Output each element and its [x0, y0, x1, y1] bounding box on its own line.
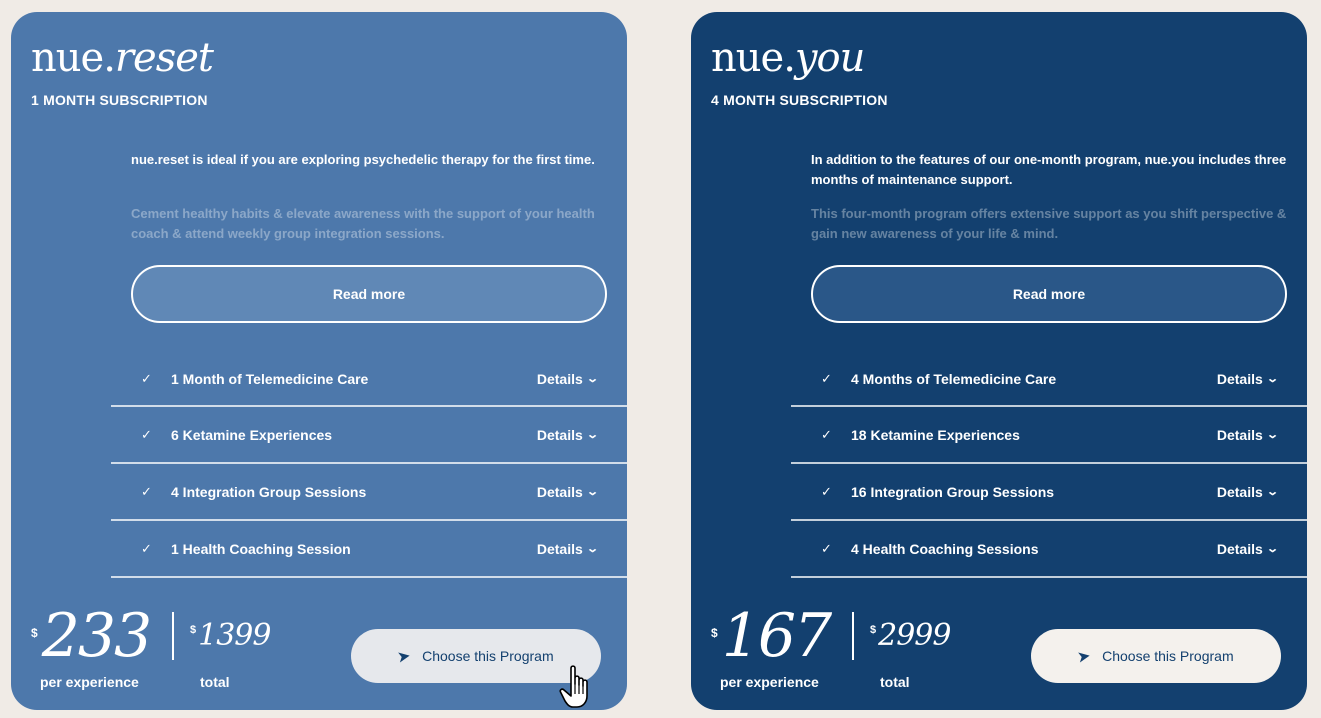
plan-subtitle: 4 MONTH SUBSCRIPTION	[711, 92, 888, 108]
plan-title: nue.reset	[31, 35, 213, 81]
choose-program-label: Choose this Program	[422, 648, 554, 664]
total-label: total	[880, 674, 910, 690]
paper-plane-icon: ➤	[396, 646, 412, 665]
price-total	[190, 618, 270, 654]
price-value: 167	[721, 601, 831, 671]
plan-description-faded: Cement healthy habits & elevate awareness with the support of your health coach & attend weekly group integration sessions.	[131, 206, 595, 241]
check-icon: ✓	[141, 370, 152, 386]
chevron-down-icon: ⌄	[1265, 373, 1279, 385]
price-divider	[172, 612, 174, 660]
details-label: Details	[536, 540, 583, 557]
total-value: 2999	[878, 618, 951, 653]
currency-symbol: $	[190, 624, 197, 636]
feature-item[interactable]	[111, 407, 627, 464]
chevron-down-icon: ⌄	[585, 486, 599, 498]
total-value: 1399	[198, 618, 271, 653]
feature-label: 4 Health Coaching Sessions	[851, 540, 1039, 557]
feature-item[interactable]	[791, 464, 1307, 521]
currency-symbol: $	[31, 626, 38, 640]
plan-description: In addition to the features of our one-month program, nue.you includes three months of maintenance support.	[811, 152, 1287, 187]
details-toggle[interactable]	[537, 484, 597, 500]
chevron-down-icon: ⌄	[585, 543, 599, 555]
details-label: Details	[536, 370, 583, 387]
details-label: Details	[536, 426, 583, 443]
currency-symbol: $	[870, 624, 877, 636]
details-label: Details	[1216, 483, 1263, 500]
check-icon: ✓	[821, 370, 832, 386]
chevron-down-icon: ⌄	[1265, 543, 1279, 555]
read-more-button[interactable]: Read more	[131, 265, 607, 323]
price-total	[870, 618, 950, 654]
per-experience-label: per experience	[40, 674, 139, 690]
check-icon: ✓	[821, 426, 832, 442]
hand-pointer-icon	[559, 664, 597, 710]
feature-label: 16 Integration Group Sessions	[851, 483, 1055, 500]
details-toggle[interactable]	[1217, 371, 1277, 387]
feature-item[interactable]	[111, 521, 627, 578]
details-toggle[interactable]	[537, 427, 597, 443]
price-value: 233	[41, 601, 151, 671]
feature-item[interactable]	[791, 521, 1307, 578]
details-toggle[interactable]	[537, 541, 597, 557]
price-divider	[852, 612, 854, 660]
plan-card-reset	[11, 12, 627, 710]
chevron-down-icon: ⌄	[1265, 429, 1279, 441]
read-more-button[interactable]: Read more	[811, 265, 1287, 323]
chevron-down-icon: ⌄	[1265, 486, 1279, 498]
plan-title: nue.you	[711, 35, 865, 81]
details-toggle[interactable]	[1217, 541, 1277, 557]
details-label: Details	[1216, 426, 1263, 443]
feature-label: 1 Health Coaching Session	[171, 540, 351, 557]
choose-program-button[interactable]	[1031, 629, 1281, 683]
feature-list	[791, 352, 1307, 578]
details-toggle[interactable]	[537, 371, 597, 387]
per-experience-label: per experience	[720, 674, 819, 690]
chevron-down-icon: ⌄	[585, 373, 599, 385]
details-label: Details	[1216, 370, 1263, 387]
feature-item[interactable]	[791, 407, 1307, 464]
chevron-down-icon: ⌄	[585, 429, 599, 441]
feature-label: 4 Integration Group Sessions	[171, 483, 367, 500]
feature-label: 18 Ketamine Experiences	[851, 426, 1020, 443]
details-toggle[interactable]	[1217, 484, 1277, 500]
plan-description: nue.reset is ideal if you are exploring psychedelic therapy for the first time.	[131, 152, 595, 167]
feature-label: 1 Month of Telemedicine Care	[171, 370, 369, 387]
check-icon: ✓	[141, 483, 152, 499]
feature-label: 6 Ketamine Experiences	[171, 426, 333, 443]
price-per-experience	[711, 601, 831, 671]
check-icon: ✓	[821, 483, 832, 499]
feature-label: 4 Months of Telemedicine Care	[851, 370, 1057, 387]
feature-item[interactable]	[111, 352, 627, 407]
choose-program-label: Choose this Program	[1102, 648, 1234, 664]
total-label: total	[200, 674, 230, 690]
details-label: Details	[536, 483, 583, 500]
plan-description-faded: This four-month program offers extensive support as you shift perspective & gain new awareness of your life & mind.	[811, 206, 1287, 241]
details-toggle[interactable]	[1217, 427, 1277, 443]
check-icon: ✓	[141, 540, 152, 556]
feature-item[interactable]	[791, 352, 1307, 407]
feature-list	[111, 352, 627, 578]
paper-plane-icon: ➤	[1076, 646, 1092, 665]
check-icon: ✓	[141, 426, 152, 442]
details-label: Details	[1216, 540, 1263, 557]
price-per-experience	[31, 601, 151, 671]
currency-symbol: $	[711, 626, 718, 640]
check-icon: ✓	[821, 540, 832, 556]
feature-item[interactable]	[111, 464, 627, 521]
plan-subtitle: 1 MONTH SUBSCRIPTION	[31, 92, 208, 108]
plan-card-you	[691, 12, 1307, 710]
